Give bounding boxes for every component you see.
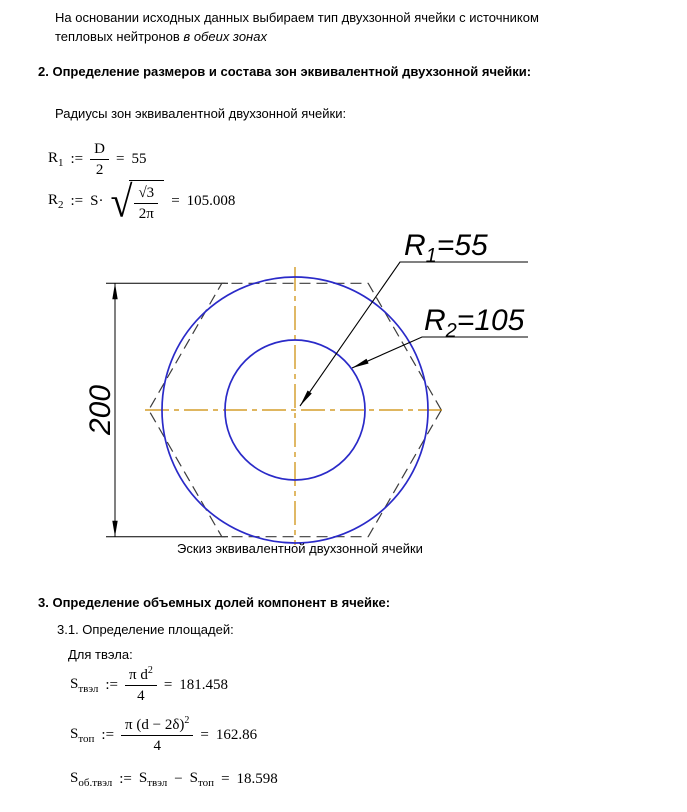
s-tvel-denominator: 4	[137, 688, 145, 704]
s-ob-term2: $S_{топ}$	[189, 770, 215, 789]
dimension-arrow-bottom	[112, 521, 117, 537]
equals-sign: =	[116, 151, 125, 167]
r2-numerator: √3	[134, 184, 158, 204]
s-ob-term1: $S_{твэл}$	[138, 770, 168, 789]
s-ob-term1-sub: твэл	[147, 777, 168, 789]
intro-line1: На основании исходных данных выбираем тип двухзонной ячейки с источником	[55, 10, 539, 25]
assign-operator: :=	[119, 771, 132, 787]
r2-label-var: R	[424, 304, 446, 337]
s-tvel-numerator: π $d^2$	[125, 666, 157, 686]
r2-label-sub: 2	[445, 320, 457, 342]
radical-body	[129, 180, 164, 223]
assign-operator: :=	[70, 193, 84, 209]
s-ob-result: 18.598	[236, 771, 278, 787]
cell-sketch-drawing	[60, 225, 540, 545]
squared-exponent: 2	[184, 715, 190, 726]
r2-dim-label	[424, 304, 525, 342]
formula-s-ob	[70, 770, 278, 789]
s-top-denominator: 4	[153, 738, 161, 754]
r1-label-value: =55	[436, 229, 488, 262]
equals-sign: =	[221, 771, 230, 787]
r1-variable: $R_1$	[48, 150, 64, 169]
fuel-caption: Для твэла:	[68, 647, 133, 662]
squared-exponent: 2	[147, 665, 153, 676]
s-top-variable: $S_{топ}$	[70, 726, 95, 745]
dimension-arrow-top	[112, 283, 117, 299]
r1-arrow	[300, 391, 312, 407]
r2-radical	[110, 176, 165, 226]
intro-line2	[55, 27, 595, 46]
intro-line2-italic: в обеих зонах	[183, 29, 267, 44]
equals-sign: =	[171, 193, 180, 209]
s-top-fraction	[121, 716, 193, 755]
r1-denominator: 2	[95, 162, 104, 178]
s-top-result: 162.86	[215, 727, 258, 743]
formula-r2	[48, 176, 236, 226]
formula-s-top	[70, 716, 257, 755]
formula-r1	[48, 140, 146, 179]
drawing-caption: Эскиз эквивалентной двухзонной ячейки	[177, 541, 423, 556]
formula-s-tvel	[70, 666, 228, 705]
r1-label-sub: 1	[425, 245, 437, 267]
equals-sign: =	[200, 727, 209, 743]
r2-label-value: =105	[456, 304, 525, 337]
s-ob-term2-sub: топ	[198, 777, 215, 789]
r1-dim-label	[404, 229, 488, 267]
r2-leader	[352, 337, 528, 368]
multiply-dot: ·	[98, 193, 104, 209]
r2-fraction	[134, 184, 158, 223]
assign-operator: :=	[105, 677, 118, 693]
assign-operator: :=	[101, 727, 115, 743]
radical-sign: √	[110, 176, 133, 226]
r1-label-var: R	[404, 229, 426, 262]
s-tvel-variable: $S_{твэл}$	[70, 676, 99, 695]
section2-heading: 2. Определение размеров и состава зон эквивалентной двухзонной ячейки:	[38, 64, 532, 79]
minus-operator: −	[174, 771, 183, 787]
s-ob-variable: $S_{об.твэл}$	[70, 770, 113, 789]
s-ob-subscript: об.твэл	[78, 777, 113, 789]
s-top-numerator: π $(d - 2\delta)^2$	[121, 716, 193, 736]
section3-heading: 3. Определение объемных долей компонент в ячейке:	[38, 595, 391, 610]
r1-numerator: D	[90, 140, 109, 160]
equals-sign: =	[163, 677, 173, 693]
section31-subheading: 3.1. Определение площадей:	[57, 622, 234, 637]
s-tvel-result: 181.458	[179, 677, 229, 693]
s-tvel-subscript: твэл	[78, 683, 99, 695]
r1-fraction	[90, 140, 109, 179]
radii-caption: Радиусы зон эквивалентной двухзонной ячейки:	[55, 106, 347, 121]
r1-subscript: 1	[58, 157, 64, 169]
intro-line2-regular: тепловых нейтронов	[55, 29, 184, 44]
s-tvel-fraction	[125, 666, 157, 705]
dimension-label: 200	[84, 384, 117, 436]
s-top-subscript: топ	[78, 733, 95, 745]
r2-coefficient: S·	[90, 193, 104, 209]
intro-paragraph	[55, 8, 595, 46]
r2-denominator: 2π	[138, 206, 154, 222]
assign-operator: :=	[70, 151, 84, 167]
r2-arrow	[352, 359, 369, 368]
r2-result: 105.008	[186, 193, 236, 209]
r2-subscript: 2	[58, 199, 64, 211]
r1-result: 55	[131, 151, 147, 167]
r2-variable: $R_2$	[48, 192, 64, 211]
